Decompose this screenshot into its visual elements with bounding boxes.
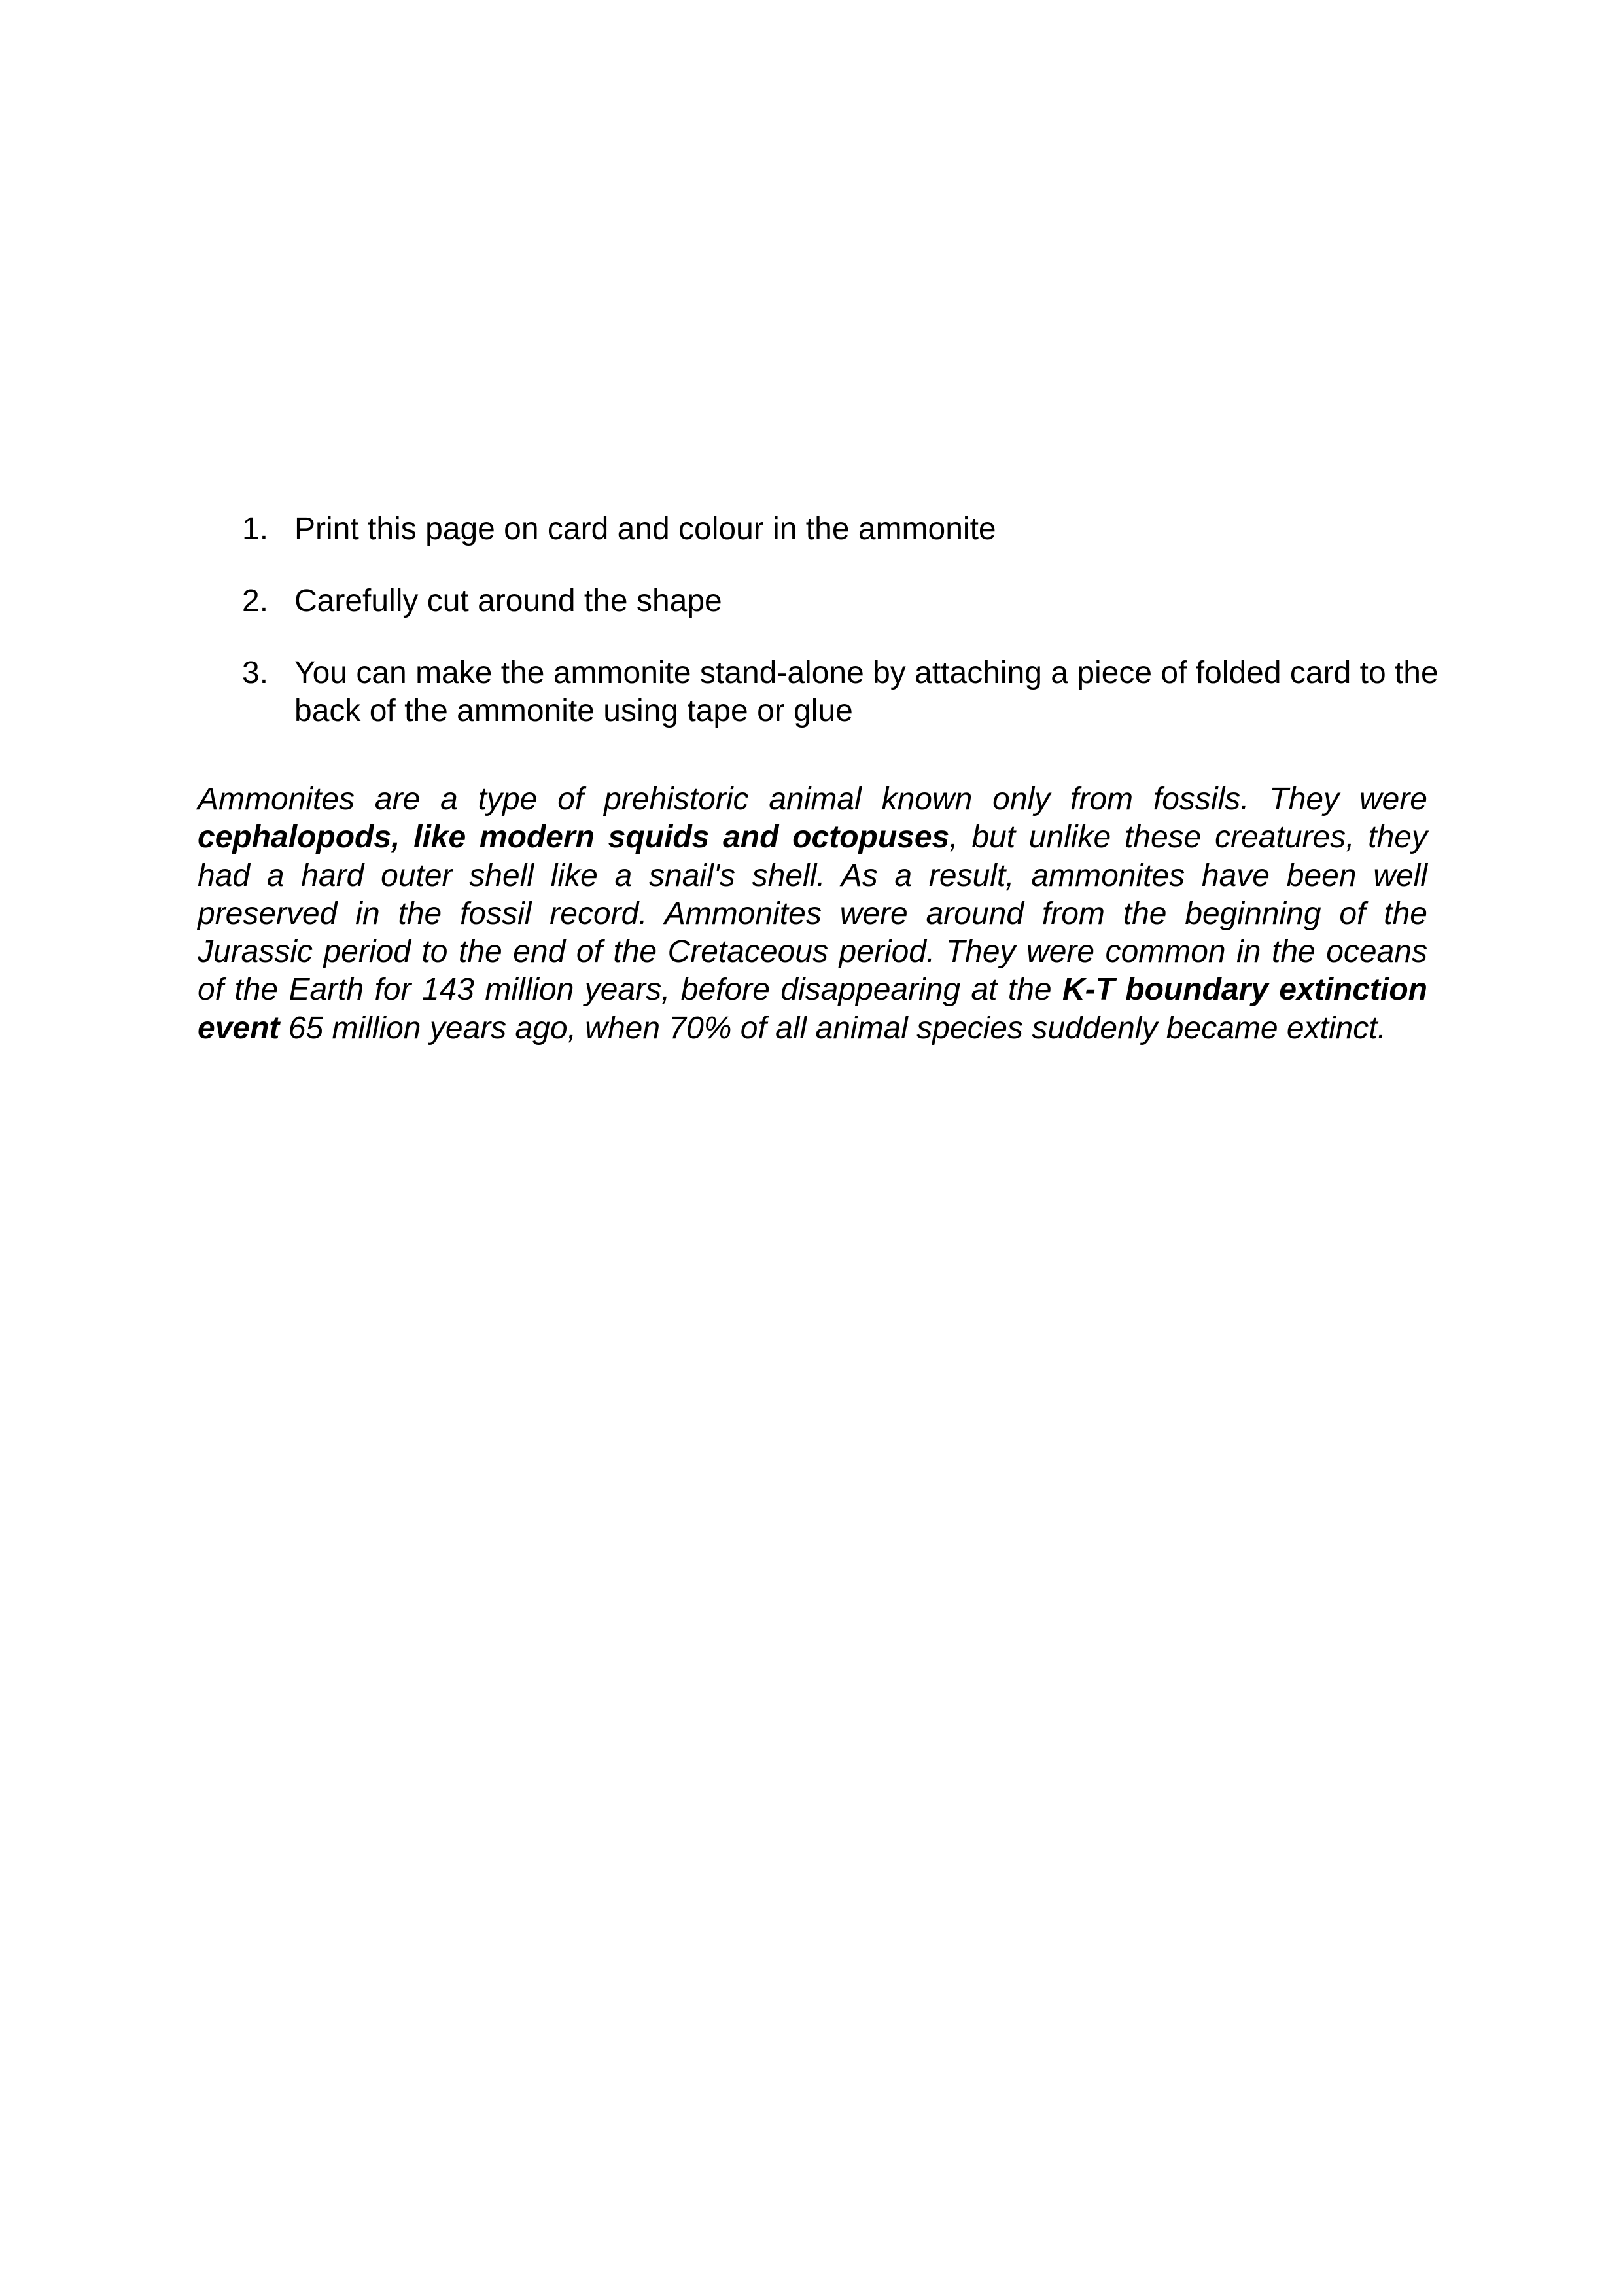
instruction-item <box>242 582 1439 620</box>
instruction-item <box>242 654 1439 730</box>
description-emphasis-kt-boundary: K-T boundary extinction event <box>198 972 1428 1046</box>
instruction-item <box>242 510 1439 548</box>
description-text: 65 million years ago, when 70% of all animal species suddenly became extinct. <box>279 1010 1386 1046</box>
instruction-text: Carefully cut around the shape <box>294 584 722 618</box>
instruction-text: Print this page on card and colour in the ammonite <box>294 512 996 546</box>
instruction-number: 1. <box>242 512 269 546</box>
ammonite-description <box>198 781 1427 1048</box>
instruction-text: You can make the ammonite stand-alone by attaching a piece of folded card to the back of the ammonite using tape or glue <box>294 656 1439 728</box>
description-text: Ammonites are a type of prehistoric animal known only from fossils. They were <box>198 782 1427 817</box>
description-text: , but unlike these creatures, they had a hard outer shell like a snail's shell. As a result, ammonites have been well preserved in the fossil record. Ammonites were around from the beginning of the Jurassic period to the end of the Cretaceous period. They were common in the oceans of the Earth for 143 million years, before disappearing at the <box>198 820 1427 1008</box>
instruction-number: 2. <box>242 584 269 618</box>
description-emphasis-cephalopods: cephalopods, like modern squids and octopuses <box>198 820 950 855</box>
instructions-list <box>242 510 1439 730</box>
instruction-number: 3. <box>242 656 269 690</box>
